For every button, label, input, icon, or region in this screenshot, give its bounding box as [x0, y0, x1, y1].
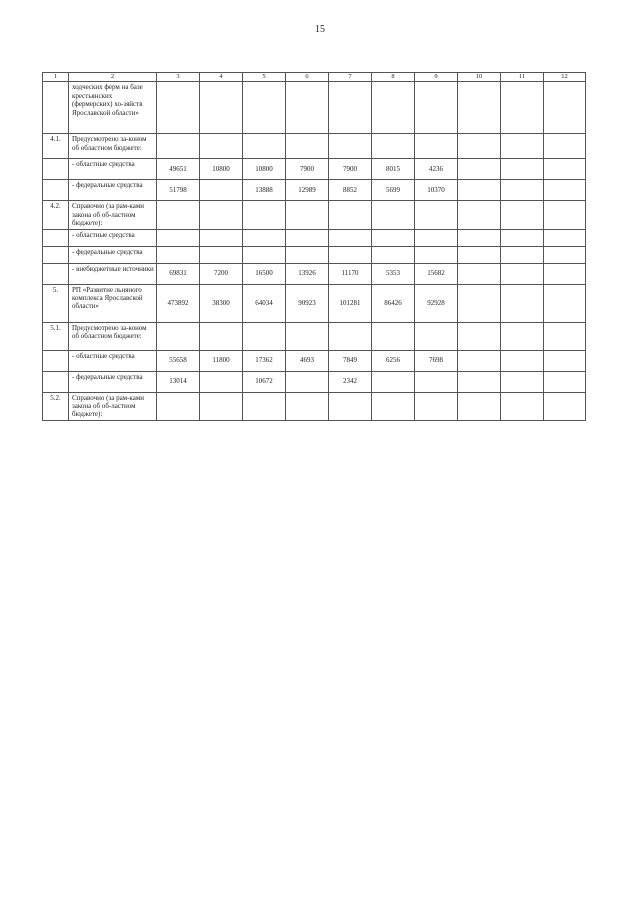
value-cell-col-9 [415, 134, 458, 159]
value-cell-col-6: 13926 [286, 263, 329, 284]
column-header-5: 5 [243, 73, 286, 82]
value-cell-col-3 [157, 246, 200, 263]
value-cell-col-11 [501, 263, 544, 284]
value-cell-col-6 [286, 134, 329, 159]
value-cell-col-3 [157, 201, 200, 229]
value-cell-col-10 [458, 322, 501, 350]
value-cell-col-12 [544, 180, 586, 201]
value-cell-col-4 [200, 371, 243, 392]
column-header-9: 9 [415, 73, 458, 82]
value-cell-col-10 [458, 229, 501, 246]
row-index [43, 82, 69, 134]
value-cell-col-3: 473892 [157, 284, 200, 322]
row-description: Справочно (за рам-ками закона об об-ластном бюджете): [69, 392, 157, 420]
value-cell-col-11 [501, 392, 544, 420]
value-cell-col-10 [458, 371, 501, 392]
value-cell-col-10 [458, 159, 501, 180]
value-cell-col-9: 15682 [415, 263, 458, 284]
value-cell-col-8: 6256 [372, 350, 415, 371]
value-cell-col-9 [415, 322, 458, 350]
value-cell-col-5 [243, 229, 286, 246]
value-cell-col-5: 17362 [243, 350, 286, 371]
value-cell-col-6: 12989 [286, 180, 329, 201]
row-index [43, 350, 69, 371]
row-description: ходческих ферм на базе крестьянских (фермерских) хо-зяйств Ярославской области» [69, 82, 157, 134]
table-row [43, 392, 586, 420]
value-cell-col-4 [200, 134, 243, 159]
value-cell-col-10 [458, 350, 501, 371]
row-index: 5. [43, 284, 69, 322]
column-header-2: 2 [69, 73, 157, 82]
table-row [43, 229, 586, 246]
value-cell-col-10 [458, 134, 501, 159]
row-index [43, 263, 69, 284]
value-cell-col-6: 7900 [286, 159, 329, 180]
row-description: Предусмотрено за-коном об областном бюджете: [69, 322, 157, 350]
column-header-8: 8 [372, 73, 415, 82]
value-cell-col-4 [200, 82, 243, 134]
value-cell-col-4 [200, 229, 243, 246]
column-header-11: 11 [501, 73, 544, 82]
value-cell-col-10 [458, 82, 501, 134]
table-body [43, 73, 586, 421]
value-cell-col-9 [415, 246, 458, 263]
value-cell-col-3 [157, 322, 200, 350]
row-index [43, 159, 69, 180]
value-cell-col-7: 101281 [329, 284, 372, 322]
value-cell-col-9: 92928 [415, 284, 458, 322]
value-cell-col-10 [458, 180, 501, 201]
value-cell-col-8 [372, 322, 415, 350]
value-cell-col-3 [157, 229, 200, 246]
value-cell-col-4 [200, 392, 243, 420]
value-cell-col-10 [458, 284, 501, 322]
value-cell-col-9 [415, 82, 458, 134]
value-cell-col-9 [415, 229, 458, 246]
row-index: 4.2. [43, 201, 69, 229]
value-cell-col-12 [544, 134, 586, 159]
value-cell-col-10 [458, 392, 501, 420]
value-cell-col-12 [544, 246, 586, 263]
value-cell-col-7 [329, 134, 372, 159]
row-description: - областные средства [69, 229, 157, 246]
value-cell-col-7: 11170 [329, 263, 372, 284]
row-index: 5.2. [43, 392, 69, 420]
value-cell-col-8 [372, 201, 415, 229]
table-row [43, 246, 586, 263]
value-cell-col-7 [329, 322, 372, 350]
value-cell-col-4: 38300 [200, 284, 243, 322]
value-cell-col-4 [200, 201, 243, 229]
row-index [43, 246, 69, 263]
value-cell-col-5 [243, 201, 286, 229]
column-header-6: 6 [286, 73, 329, 82]
value-cell-col-12 [544, 229, 586, 246]
value-cell-col-3 [157, 392, 200, 420]
value-cell-col-6 [286, 82, 329, 134]
row-index: 4.1. [43, 134, 69, 159]
value-cell-col-3: 55658 [157, 350, 200, 371]
value-cell-col-3: 49651 [157, 159, 200, 180]
row-index [43, 229, 69, 246]
value-cell-col-9 [415, 392, 458, 420]
row-description: - федеральные средства [69, 180, 157, 201]
value-cell-col-11 [501, 229, 544, 246]
value-cell-col-9: 10370 [415, 180, 458, 201]
value-cell-col-10 [458, 201, 501, 229]
value-cell-col-5: 10672 [243, 371, 286, 392]
value-cell-col-6 [286, 392, 329, 420]
value-cell-col-8 [372, 246, 415, 263]
value-cell-col-11 [501, 159, 544, 180]
value-cell-col-11 [501, 350, 544, 371]
value-cell-col-4 [200, 246, 243, 263]
page-number: 15 [315, 24, 325, 35]
value-cell-col-5: 13888 [243, 180, 286, 201]
row-description: Справочно (за рам-ками закона об об-ластном бюджете): [69, 201, 157, 229]
table-row [43, 180, 586, 201]
value-cell-col-12 [544, 371, 586, 392]
value-cell-col-4 [200, 322, 243, 350]
column-header-3: 3 [157, 73, 200, 82]
table-row [43, 284, 586, 322]
column-header-1: 1 [43, 73, 69, 82]
value-cell-col-5: 16500 [243, 263, 286, 284]
value-cell-col-5 [243, 134, 286, 159]
value-cell-col-6 [286, 371, 329, 392]
table-row [43, 322, 586, 350]
column-header-4: 4 [200, 73, 243, 82]
row-index: 5.1. [43, 322, 69, 350]
value-cell-col-7: 2342 [329, 371, 372, 392]
value-cell-col-5: 64034 [243, 284, 286, 322]
value-cell-col-6 [286, 246, 329, 263]
value-cell-col-9 [415, 201, 458, 229]
value-cell-col-8 [372, 134, 415, 159]
value-cell-col-4: 10800 [200, 159, 243, 180]
value-cell-col-5 [243, 392, 286, 420]
value-cell-col-8: 8015 [372, 159, 415, 180]
value-cell-col-3 [157, 82, 200, 134]
value-cell-col-7 [329, 201, 372, 229]
value-cell-col-12 [544, 350, 586, 371]
value-cell-col-11 [501, 201, 544, 229]
value-cell-col-12 [544, 263, 586, 284]
value-cell-col-12 [544, 201, 586, 229]
value-cell-col-6 [286, 229, 329, 246]
value-cell-col-8 [372, 392, 415, 420]
value-cell-col-10 [458, 246, 501, 263]
value-cell-col-7 [329, 229, 372, 246]
column-header-12: 12 [544, 73, 586, 82]
table-row [43, 371, 586, 392]
row-description: - федеральные средства [69, 371, 157, 392]
row-description: - областные средства [69, 350, 157, 371]
value-cell-col-8: 5353 [372, 263, 415, 284]
row-index [43, 371, 69, 392]
value-cell-col-12 [544, 82, 586, 134]
value-cell-col-9: 4236 [415, 159, 458, 180]
table-row [43, 134, 586, 159]
value-cell-col-4: 7200 [200, 263, 243, 284]
row-index [43, 180, 69, 201]
row-description: - внебюджетные источники [69, 263, 157, 284]
table-row [43, 350, 586, 371]
value-cell-col-5: 10800 [243, 159, 286, 180]
row-description: - областные средства [69, 159, 157, 180]
table-header-row [43, 73, 586, 82]
value-cell-col-11 [501, 284, 544, 322]
value-cell-col-12 [544, 322, 586, 350]
value-cell-col-6 [286, 201, 329, 229]
value-cell-col-7: 8852 [329, 180, 372, 201]
value-cell-col-9: 7698 [415, 350, 458, 371]
row-description: Предусмотрено за-коном об областном бюджете: [69, 134, 157, 159]
value-cell-col-7: 7849 [329, 350, 372, 371]
value-cell-col-3: 51798 [157, 180, 200, 201]
value-cell-col-3: 13014 [157, 371, 200, 392]
value-cell-col-4: 11800 [200, 350, 243, 371]
value-cell-col-8 [372, 82, 415, 134]
value-cell-col-8: 5699 [372, 180, 415, 201]
value-cell-col-11 [501, 82, 544, 134]
table-row [43, 263, 586, 284]
row-description: РП «Развитие льняного комплекса Ярославской области» [69, 284, 157, 322]
value-cell-col-11 [501, 246, 544, 263]
value-cell-col-7 [329, 82, 372, 134]
value-cell-col-10 [458, 263, 501, 284]
value-cell-col-9 [415, 371, 458, 392]
value-cell-col-8 [372, 371, 415, 392]
value-cell-col-5 [243, 82, 286, 134]
table-row [43, 82, 586, 134]
value-cell-col-8: 86426 [372, 284, 415, 322]
table-row [43, 159, 586, 180]
value-cell-col-11 [501, 180, 544, 201]
budget-table [42, 72, 586, 421]
value-cell-col-5 [243, 246, 286, 263]
value-cell-col-4 [200, 180, 243, 201]
value-cell-col-11 [501, 371, 544, 392]
value-cell-col-6: 90923 [286, 284, 329, 322]
value-cell-col-7 [329, 392, 372, 420]
column-header-10: 10 [458, 73, 501, 82]
table-row [43, 201, 586, 229]
value-cell-col-3: 69831 [157, 263, 200, 284]
value-cell-col-12 [544, 392, 586, 420]
value-cell-col-3 [157, 134, 200, 159]
row-description: - федеральные средства [69, 246, 157, 263]
value-cell-col-6 [286, 322, 329, 350]
value-cell-col-11 [501, 322, 544, 350]
value-cell-col-6: 4693 [286, 350, 329, 371]
value-cell-col-7: 7900 [329, 159, 372, 180]
value-cell-col-11 [501, 134, 544, 159]
value-cell-col-7 [329, 246, 372, 263]
value-cell-col-12 [544, 284, 586, 322]
value-cell-col-5 [243, 322, 286, 350]
column-header-7: 7 [329, 73, 372, 82]
value-cell-col-12 [544, 159, 586, 180]
value-cell-col-8 [372, 229, 415, 246]
